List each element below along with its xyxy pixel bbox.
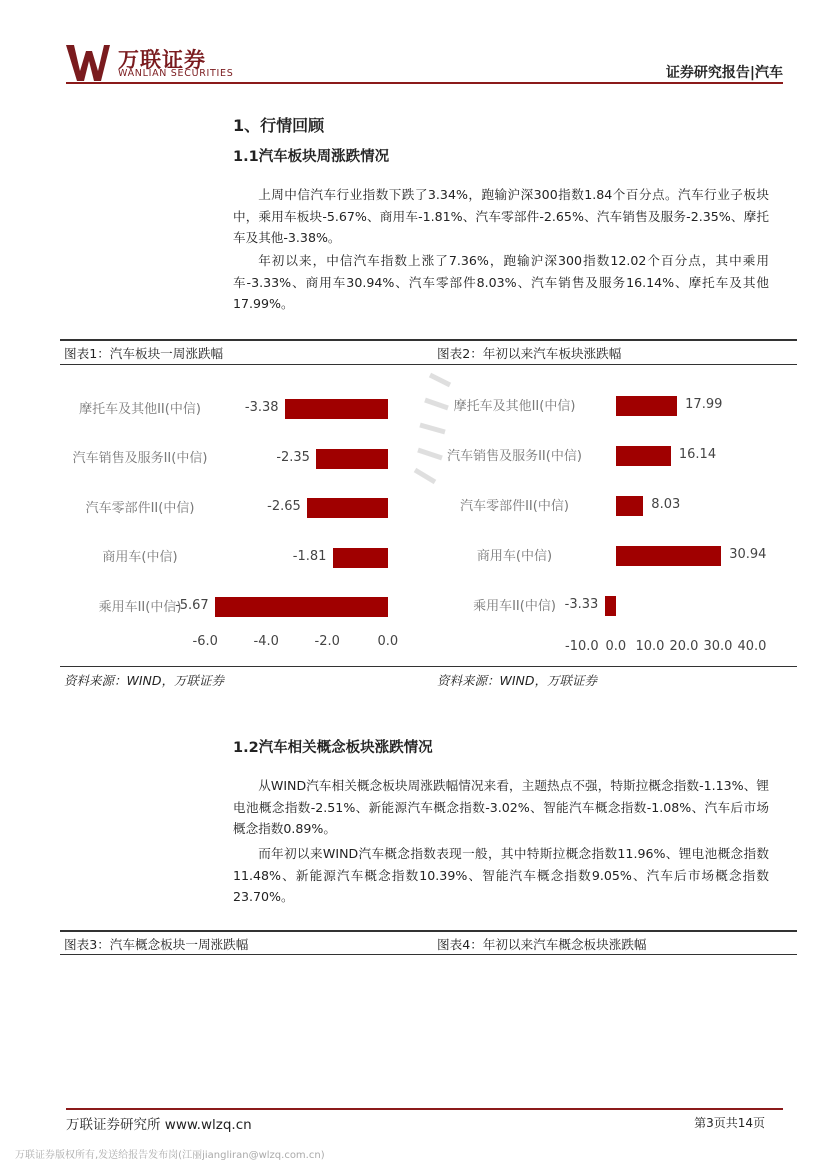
chart-value-label: -1.81 [292, 548, 327, 564]
figure-1-caption: 图表1：汽车板块一周涨跌幅 [64, 346, 224, 361]
chart-value-label: -5.67 [175, 598, 209, 613]
footer-divider [66, 1108, 783, 1110]
chart-category-label: 乘用车II(中信) [473, 598, 556, 614]
subsection-title-1-2: 1.2汽车相关概念板块涨跌情况 [233, 740, 433, 756]
figure-caption-rule [60, 364, 797, 365]
chart-category-label: 乘用车II(中信) [98, 599, 182, 615]
chart-category-label: 汽车零部件II(中信) [460, 498, 569, 514]
chart-category-label: 汽车零部件II(中信) [85, 500, 195, 516]
chart-axis-tick-label: 20.0 [669, 639, 699, 654]
footer-institute[interactable]: 万联证券研究所 www.wlzq.cn [66, 1117, 252, 1133]
chart-axis-tick-label: 0.0 [377, 634, 399, 649]
chart-1-weekly-change [60, 366, 430, 666]
figure-3-caption-rule [60, 954, 797, 955]
chart-value-label: 8.03 [651, 497, 681, 512]
figure-2-source: 资料来源：WIND，万联证券 [437, 673, 598, 688]
chart-bar [285, 399, 388, 419]
chart-bar [316, 449, 388, 469]
page-number: 第3页共14页 [694, 1116, 765, 1130]
paragraph-concept-ytd: 而年初以来WIND汽车概念指数表现一般，其中特斯拉概念指数11.96%、锂电池概念指数11.48%、新能源汽车概念指数10.39%、智能汽车概念指数9.05%、汽车后市场概念指数23.70%。 [233, 846, 769, 904]
chart-category-label: 汽车销售及服务II(中信) [447, 448, 582, 464]
copyright-note: 万联证券版权所有,发送给报告发布岗(江丽jiangliran@wlzq.com.cn) [15, 1150, 325, 1161]
chart-value-label: -3.38 [244, 400, 279, 415]
brand-name-en: WANLIAN SECURITIES [118, 68, 234, 79]
chart-value-label: 17.99 [685, 397, 723, 412]
chart-value-label: -2.35 [276, 449, 310, 465]
section-title: 1、行情回顾 [233, 116, 325, 135]
paragraph-ytd-performance: 年初以来，中信汽车指数上涨了7.36%，跑输沪深300指数12.02个百分点，其中乘用车-3.33%、商用车30.94%、汽车零部件8.03%、汽车销售及服务16.14%、摩托车及其他17.99%。 [233, 253, 769, 311]
chart-axis-tick-label: -6.0 [192, 634, 218, 649]
subsection-title-1-1: 1.1汽车板块周涨跌情况 [233, 149, 390, 165]
chart-bar [605, 596, 616, 616]
paragraph-weekly-performance: 上周中信汽车行业指数下跌了3.34%，跑输沪深300指数1.84个百分点。汽车行业子板块中，乘用车板块-5.67%、商用车-1.81%、汽车零部件-2.65%、汽车销售及服务-2.35%、摩托车及其他-3.38%。 [233, 187, 769, 245]
figure-bottom-rule [60, 666, 797, 667]
chart-category-label: 摩托车及其他II(中信) [79, 401, 201, 417]
figure-4-caption: 图表4：年初以来汽车概念板块涨跌幅 [437, 937, 647, 952]
chart-category-label: 商用车(中信) [102, 550, 178, 565]
brand-name-cn: 万联证券 [118, 48, 206, 72]
figure-top-rule [60, 339, 797, 341]
chart-category-label: 摩托车及其他II(中信) [453, 398, 576, 414]
chart-bar [307, 498, 388, 518]
figure-3-caption: 图表3：汽车概念板块一周涨跌幅 [64, 937, 249, 952]
chart-bar [616, 396, 677, 416]
wanlian-logo-icon [66, 45, 110, 81]
chart-category-label: 汽车销售及服务II(中信) [72, 451, 208, 466]
chart-category-label: 商用车(中信) [476, 548, 553, 564]
chart-bar [333, 548, 388, 568]
paragraph-concept-weekly: 从WIND汽车相关概念板块周涨跌幅情况来看，主题热点不强，特斯拉概念指数-1.13%、锂电池概念指数-2.51%、新能源汽车概念指数-3.02%、智能汽车概念指数-1.08%、汽车后市场概念指数0.89%。 [233, 778, 769, 836]
chart-axis-tick-label: 0.0 [605, 639, 627, 654]
chart-axis-tick-label: -10.0 [565, 639, 599, 654]
header-divider [66, 82, 783, 84]
chart-value-label: 30.94 [729, 547, 767, 562]
chart-axis-tick-label: 10.0 [635, 639, 665, 654]
chart-axis-tick-label: 40.0 [737, 639, 767, 654]
chart-bar [616, 496, 643, 516]
chart-axis-tick-label: 30.0 [703, 639, 733, 654]
chart-axis-tick-label: -2.0 [314, 634, 340, 649]
figure-2-caption: 图表2：年初以来汽车板块涨跌幅 [437, 346, 622, 361]
chart-bar [215, 597, 388, 617]
chart-value-label: 16.14 [678, 447, 717, 462]
chart-2-ytd-change [432, 366, 797, 666]
chart-axis-tick-label: -4.0 [253, 634, 279, 649]
figure-3-top-rule [60, 930, 797, 932]
chart-bar [616, 446, 671, 466]
report-type: 证券研究报告|汽车 [665, 65, 783, 81]
chart-value-label: -3.33 [564, 597, 599, 612]
chart-value-label: -2.65 [267, 499, 301, 514]
chart-bar [616, 546, 721, 566]
figure-1-source: 资料来源：WIND，万联证券 [64, 673, 225, 688]
